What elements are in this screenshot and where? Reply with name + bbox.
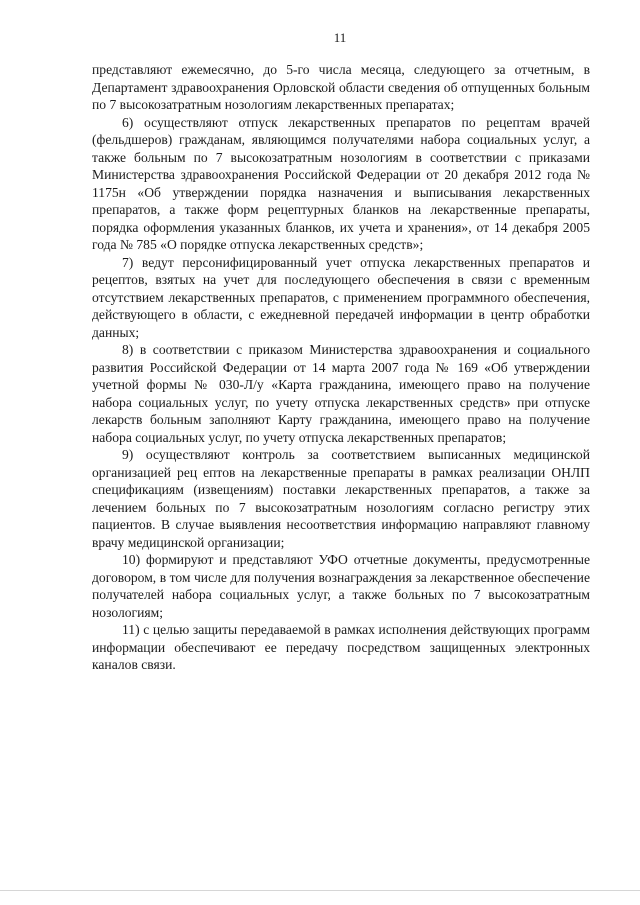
paragraph-item-6: 6) осуществляют отпуск лекарственных препаратов по рецептам врачей (фельдшеров) гражданам, являющимся получателями набора социальных услуг, а также больным по 7 высокозатратным нозологиям в соответствии с приказами Министерства здравоохранения Российской Федерации от 20 декабря 2012 года № 1175н «Об утверждении порядка назначения и выписывания лекарственных препаратов, а также форм рецептурных бланков на лекарственные препараты, порядка оформления указанных бланков, их учета и хранения», от 14 декабря 2005 года № 785 «О порядке отпуска лекарственных средств»; [92, 114, 590, 252]
paragraph-item-8: 8) в соответствии с приказом Министерства здравоохранения и социального развития Российской Федерации от 14 марта 2007 года № 169 «Об утверждении учетной формы № 030-Л/у «Карта гражданина, имеющего право на получение набора социальных услуг, по учету отпуска лекарственных средств» при отпуске лекарств больным заполняют Карту гражданина, имеющего право на получение набора социальных услуг, по учету отпуска лекарственных препаратов; [92, 342, 590, 445]
paragraph-item-11: 11) с целью защиты передаваемой в рамках исполнения действующих программ информации обеспечивают ее передачу посредством защищенных электронных каналов связи. [92, 622, 590, 672]
paragraph-item-9: 9) осуществляют контроль за соответствием выписанных медицинской организацией рец ептов на лекарственные препараты в рамках реализации ОНЛП спецификациям (извещениям) поставки лекарственных препаратов, а также за лечением больных по 7 высокозатратным нозологиям согласно регистру этих пациентов. В случае выявления несоответствия информацию направляют главному врачу медицинской организации; [92, 447, 590, 550]
paragraph-item-10: 10) формируют и представляют УФО отчетные документы, предусмотренные договором, в том числе для получения вознаграждения за лекарственное обеспечение получателей набора социальных услуг, а также больных по 7 высокозатратным нозологиям; [92, 552, 590, 620]
page-number: 11 [333, 30, 347, 45]
document-body [92, 61, 590, 674]
paragraph-item-7: 7) ведут персонифицированный учет отпуска лекарственных препаратов и рецептов, взятых на учет для последующего обеспечения в связи с временным отсутствием лекарственных препаратов, с применением программного обеспечения, действующего в области, с ежедневной передачей информации в центр обработки данных; [92, 254, 590, 340]
page-bottom-edge [0, 890, 640, 891]
paragraph-continuation: представляют ежемесячно, до 5-го числа месяца, следующего за отчетным, в Департамент здравоохранения Орловской области сведения об отпущенных больным по 7 высокозатратным нозологиям лекарственных препаратах; [92, 62, 590, 112]
